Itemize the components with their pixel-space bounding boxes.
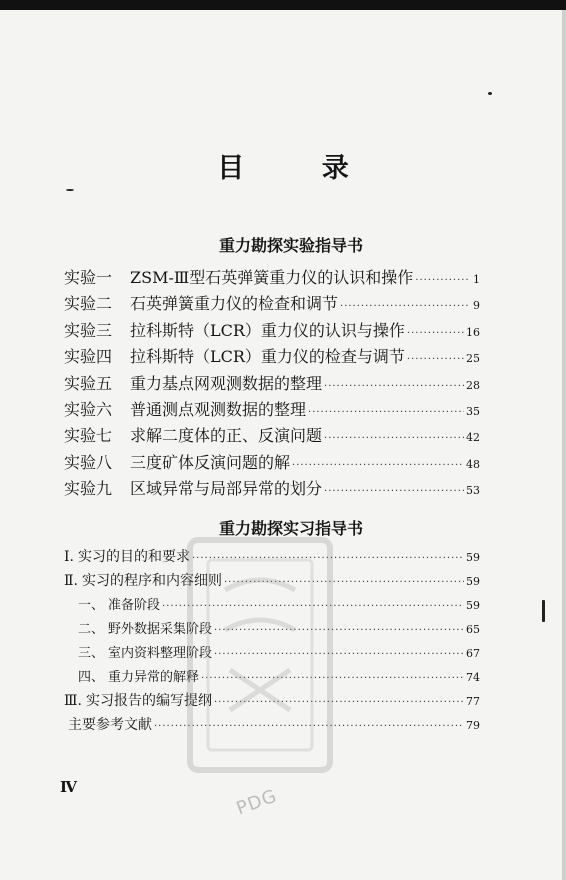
watermark-label: PDG <box>233 785 281 820</box>
toc-entry-number: 实验八 <box>64 452 113 472</box>
toc-entry-number: 实验二 <box>64 294 113 314</box>
toc-entry-page: 9 <box>473 299 480 313</box>
toc-entry-page: 67 <box>466 647 480 660</box>
toc-entry-page: 35 <box>466 404 480 418</box>
toc-entry-title: 实习的程序和内容细则 <box>81 573 222 589</box>
section-heading-experiments: 重力勘探实验指导书 <box>218 236 363 255</box>
dot-leader <box>407 354 464 365</box>
toc-entry-number: 实验九 <box>64 479 113 499</box>
dot-leader <box>324 486 464 497</box>
scan-speck <box>66 189 74 191</box>
toc-entry-title: 区域异常与局部异常的划分 <box>130 479 323 499</box>
toc-entry-title: ZSM-Ⅲ型石英弹簧重力仪的认识和操作 <box>130 268 414 287</box>
dot-leader <box>324 433 464 444</box>
toc-entry-page: 59 <box>466 551 480 564</box>
toc-entry-page: 59 <box>466 599 480 612</box>
toc-entry-title: 野外数据采集阶段 <box>108 622 213 637</box>
toc-entry-title: 普通测点观测数据的整理 <box>130 399 307 419</box>
toc-entry-number: 实验六 <box>64 399 113 419</box>
toc-entry-page: 77 <box>466 695 480 708</box>
toc-entry-title: 室内资料整理阶段 <box>108 646 213 661</box>
toc-entry <box>64 476 480 502</box>
toc-entry-page: 42 <box>466 431 480 445</box>
toc-entry-number: 实验五 <box>64 373 113 393</box>
toc-entry <box>64 450 480 476</box>
toc-entry-page: 48 <box>466 457 480 471</box>
toc-entry-title: 石英弹簧重力仪的检查和调节 <box>130 294 339 314</box>
toc-entry-title: 拉科斯特（LCR）重力仪的检查与调节 <box>130 347 405 367</box>
toc-entry-title: 主要参考文献 <box>68 717 152 733</box>
toc-entry <box>64 344 480 370</box>
toc-entry-page: 16 <box>466 325 480 339</box>
toc-entry-number: 四、 <box>78 670 105 685</box>
dot-leader <box>415 275 468 286</box>
toc-entry <box>64 423 480 449</box>
toc-entry-title: 重力基点网观测数据的整理 <box>130 373 323 393</box>
dot-leader <box>292 460 464 471</box>
toc-entry-title: 实习报告的编写提纲 <box>85 693 212 709</box>
scan-speck <box>488 92 492 95</box>
scan-speck <box>542 600 545 622</box>
toc-entry-title: 准备阶段 <box>108 598 161 613</box>
toc-entry-number: 实验七 <box>64 426 113 446</box>
toc-entry-number: Ⅱ. <box>64 573 78 589</box>
dot-leader <box>340 301 468 312</box>
dot-leader <box>308 407 464 418</box>
toc-entry <box>64 265 480 291</box>
toc-entry <box>64 371 480 397</box>
toc-entry <box>64 291 480 317</box>
dot-leader <box>324 381 464 392</box>
toc-title: 目 录 <box>217 153 383 184</box>
toc-entry-title: 求解二度体的正、反演问题 <box>130 426 323 446</box>
toc-entry-number: 实验三 <box>64 320 113 340</box>
toc-entry-number: 三、 <box>78 646 105 661</box>
toc-entry-title: 拉科斯特（LCR）重力仪的认识与操作 <box>130 320 405 340</box>
dot-leader <box>407 328 464 339</box>
toc-entry-number: Ⅲ. <box>64 693 82 709</box>
library-seal-watermark <box>170 530 350 830</box>
toc-list-experiments <box>64 265 480 503</box>
toc-entry-page: 59 <box>466 575 480 588</box>
right-page-edge <box>562 10 566 880</box>
toc-entry-page: 1 <box>473 273 480 286</box>
toc-entry <box>64 397 480 423</box>
top-border <box>0 0 566 10</box>
toc-entry-page: 74 <box>466 671 480 684</box>
toc-entry-number: 实验一 <box>64 268 113 287</box>
toc-entry-number: 实验四 <box>64 347 113 367</box>
toc-entry-title: 重力异常的解释 <box>108 670 200 685</box>
toc-entry-number: 一、 <box>78 598 105 613</box>
toc-entry-title: 实习的目的和要求 <box>77 549 190 565</box>
toc-entry-page: 25 <box>466 352 480 366</box>
toc-entry <box>64 318 480 344</box>
toc-entry-title: 三度矿体反演问题的解 <box>130 452 291 472</box>
toc-entry-number: Ⅰ. <box>64 549 74 565</box>
toc-entry-number: 二、 <box>78 622 105 637</box>
toc-entry-page: 79 <box>466 719 480 732</box>
page-number: Ⅳ <box>60 778 79 796</box>
toc-entry-page: 65 <box>466 623 480 636</box>
toc-entry-page: 53 <box>466 484 480 498</box>
toc-entry-page: 28 <box>466 378 480 392</box>
section-heading-practice: 重力勘探实习指导书 <box>218 519 363 538</box>
